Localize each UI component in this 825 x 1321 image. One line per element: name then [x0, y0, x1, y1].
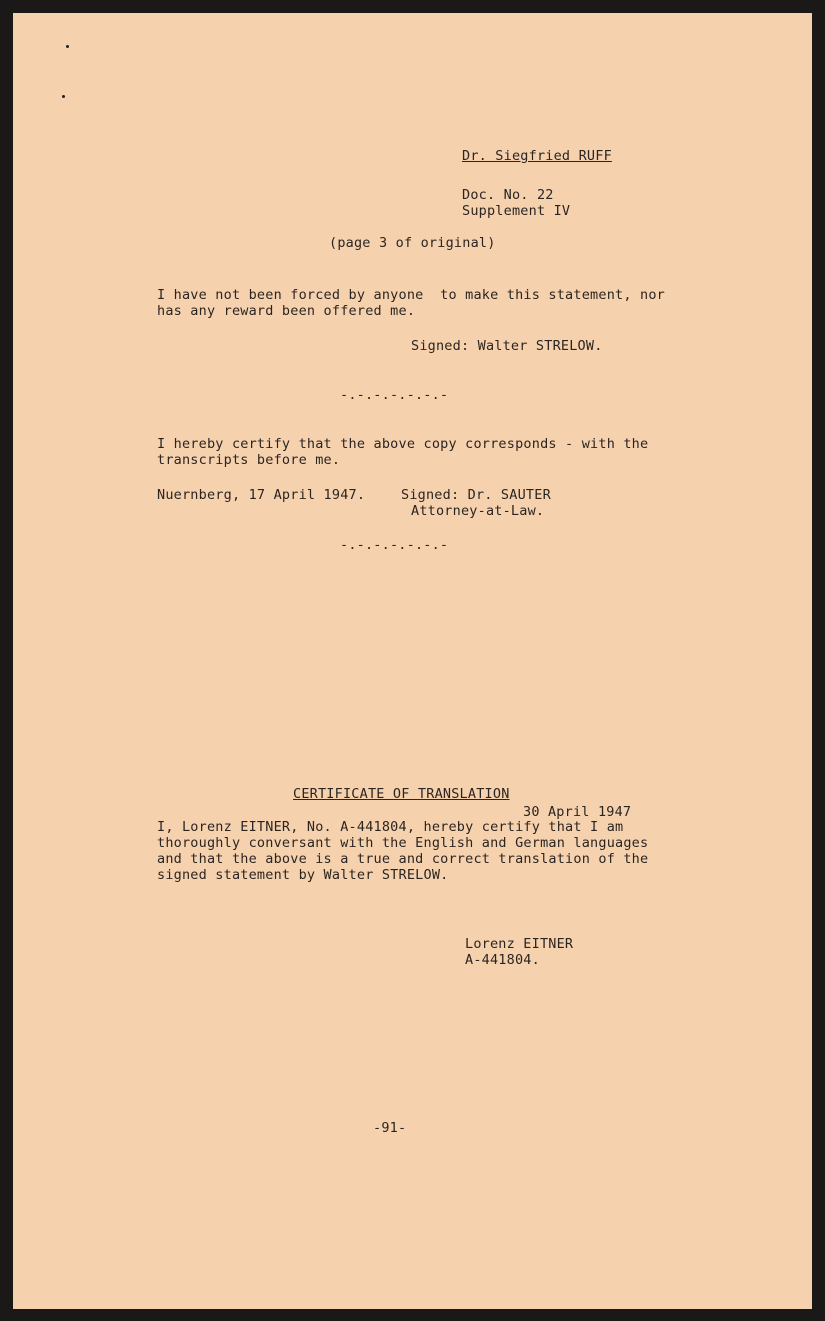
- translation-line: signed statement by Walter STRELOW.: [157, 867, 449, 883]
- translator-number: A-441804.: [465, 952, 540, 968]
- translator-name: Lorenz EITNER: [465, 936, 574, 952]
- defendant-name: Dr. Siegfried RUFF: [462, 148, 612, 164]
- certification-line: I hereby certify that the above copy corresponds - with the: [157, 436, 649, 452]
- translation-line: thoroughly conversant with the English and German languages: [157, 835, 649, 851]
- attorney-signature: Signed: Dr. SAUTER: [401, 487, 551, 503]
- translation-line: and that the above is a true and correct translation of the: [157, 851, 649, 867]
- statement-line: I have not been forced by anyone to make this statement, nor: [157, 287, 665, 303]
- speck: [62, 95, 65, 98]
- page-note: (page 3 of original): [329, 235, 496, 251]
- statement-line: has any reward been offered me.: [157, 303, 416, 319]
- speck: [66, 45, 69, 48]
- certification-line: transcripts before me.: [157, 452, 341, 468]
- separator: -.-.-.-.-.-.-: [340, 537, 449, 553]
- translation-date: 30 April 1947: [523, 804, 632, 820]
- translation-heading: CERTIFICATE OF TRANSLATION: [293, 786, 510, 802]
- document-page: [13, 13, 812, 1309]
- separator: -.-.-.-.-.-.-: [340, 387, 449, 403]
- statement-signature: Signed: Walter STRELOW.: [411, 338, 603, 354]
- translation-line: I, Lorenz EITNER, No. A-441804, hereby certify that I am: [157, 819, 624, 835]
- supplement: Supplement IV: [462, 203, 571, 219]
- doc-number: Doc. No. 22: [462, 187, 554, 203]
- attorney-title: Attorney-at-Law.: [411, 503, 545, 519]
- place-date: Nuernberg, 17 April 1947.: [157, 487, 366, 503]
- page-number: -91-: [373, 1120, 407, 1136]
